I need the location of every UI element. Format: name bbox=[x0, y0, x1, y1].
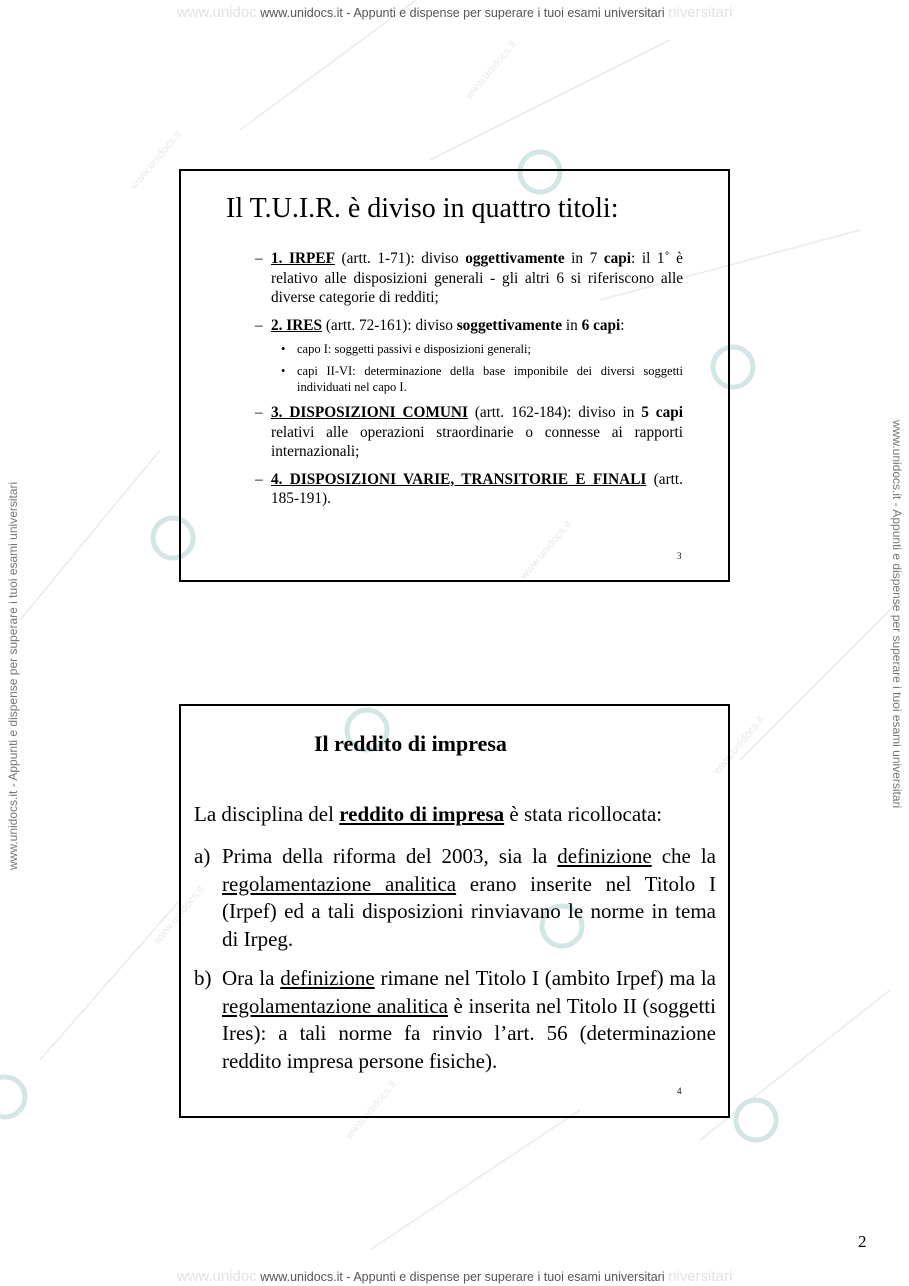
item-heading: 1. IRPEF bbox=[271, 250, 335, 267]
watermark-side-left: www.unidocs.it - Appunti e dispense per superare i tuoi esami universitari bbox=[6, 481, 20, 870]
sub-item: • capo I: soggetti passivi e disposizioni generali; bbox=[281, 342, 531, 356]
slide-title: Il T.U.I.R. è diviso in quattro titoli: bbox=[226, 193, 619, 224]
list-item: a) Prima della riforma del 2003, sia la definizione che la regolamentazione analitica erano inserite nel Titolo I (Irpef) ed a tali disposizioni rinviavano le norme in tema di Irpeg. bbox=[194, 844, 716, 951]
watermark-footer bbox=[0, 1268, 909, 1285]
watermark-side-right: www.unidocs.it - Appunti e dispense per superare i tuoi esami universitari bbox=[890, 420, 904, 809]
watermark-diagonal: www.unidocs.it bbox=[463, 38, 520, 102]
slide-3 bbox=[179, 169, 730, 582]
watermark-diagonal: www.unidocs.it bbox=[343, 1078, 400, 1142]
item-heading: 4. DISPOSIZIONI VARIE, TRANSITORIE E FINALI bbox=[271, 470, 647, 488]
list-item: – 1. IRPEF (artt. 1-71): diviso oggettivamente in 7 capi: il 1˚ è relativo alle disposizioni generali - gli altri 6 si riferiscono alle diverse categorie di redditi; bbox=[255, 250, 683, 306]
watermark-ghost-left: www.unidoc bbox=[176, 1268, 257, 1285]
slide-number: 3 bbox=[677, 551, 682, 561]
watermark-header bbox=[0, 4, 909, 21]
watermark-header-text: www.unidocs.it - Appunti e dispense per superare i tuoi esami universitari bbox=[260, 6, 665, 20]
list-item: – 3. DISPOSIZIONI COMUNI (artt. 162-184): diviso in 5 capi relativi alle operazioni straordinarie o connesse ai rapporti internazionali; bbox=[255, 404, 683, 460]
watermark-ghost-left: www.unidoc bbox=[176, 4, 257, 21]
watermark-ghost-right: niversitari bbox=[668, 4, 733, 21]
slide-title: Il reddito di impresa bbox=[314, 731, 507, 756]
watermark-ghost-right: niversitari bbox=[668, 1268, 733, 1285]
watermark-diagonal: www.unidocs.it bbox=[518, 518, 575, 582]
watermark-diagonal: www.unidocs.it bbox=[128, 128, 185, 192]
list-item: – 2. IRES (artt. 72-161): diviso soggettivamente in 6 capi: • capo I: soggetti passivi e disposizioni generali; • capi II-VI: determinazione della base imponibile dei diversi soggetti individuati nel capo I. bbox=[255, 316, 683, 394]
slide-4 bbox=[179, 704, 730, 1118]
list-item: b) Ora la definizione rimane nel Titolo I (ambito Irpef) ma la regolamentazione analitica è inserita nel Titolo II (soggetti Ires): a tali norme fa rinvio l’art. 56 (determinazione reddito impresa persone fisiche). bbox=[194, 966, 716, 1073]
slide-list bbox=[255, 249, 683, 517]
slide-intro: La disciplina del reddito di impresa è stata ricollocata: bbox=[194, 802, 663, 826]
slide-number: 4 bbox=[677, 1086, 682, 1096]
item-heading: 2. IRES bbox=[271, 316, 323, 334]
list-item: – 4. DISPOSIZIONI VARIE, TRANSITORIE E FINALI (artt. 185-191). bbox=[255, 470, 683, 507]
page-number: 2 bbox=[858, 1232, 867, 1251]
sub-item: • capi II-VI: determinazione della base imponibile dei diversi soggetti individuati nel capo I. bbox=[281, 364, 683, 394]
watermark-footer-text: www.unidocs.it - Appunti e dispense per superare i tuoi esami universitari bbox=[260, 1270, 665, 1284]
watermark-diagonal: www.unidocs.it bbox=[151, 883, 208, 947]
item-heading: 3. DISPOSIZIONI COMUNI bbox=[271, 404, 468, 421]
watermark-diagonal: www.unidocs.it bbox=[711, 713, 768, 777]
